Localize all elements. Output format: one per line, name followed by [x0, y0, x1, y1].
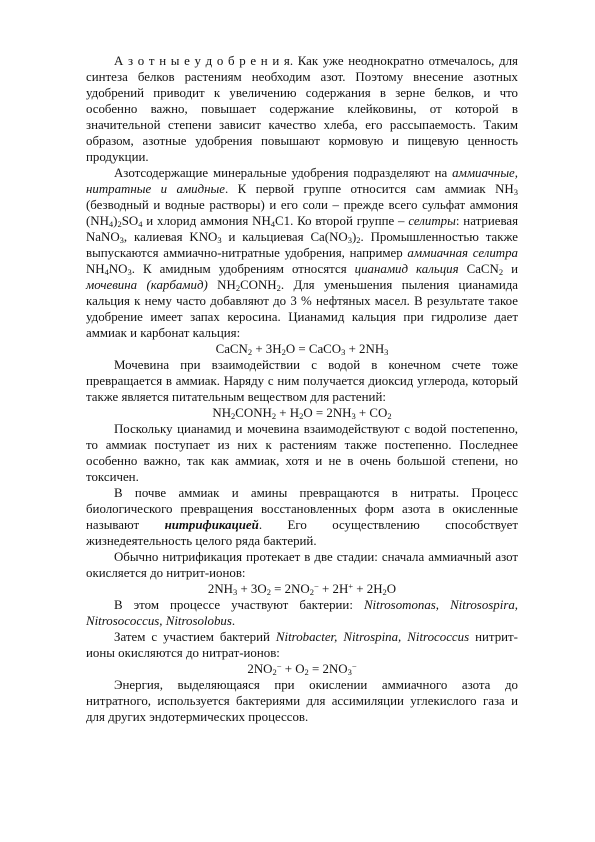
- subscript: 4: [138, 219, 143, 229]
- subscript: 3: [347, 235, 352, 245]
- subscript: 2: [276, 283, 281, 293]
- subscript: 3: [127, 267, 132, 277]
- text-run: NH: [212, 406, 232, 420]
- text-run: NH: [207, 278, 236, 292]
- text-run: В почве аммиак и амины превращаются в нитраты. Процесс биологического превращения восстановленных форм азота в окисленные называют: [86, 486, 518, 532]
- text-run: NO: [108, 262, 128, 276]
- text-run: Энергия, выделяющаяся при окислении аммиачного азота до нитратного, используется бактериями для ассимиляции углекислого газа и для других эндотермических процессов.: [86, 678, 518, 724]
- text-run: . К амидным удобрениям относятся: [131, 262, 355, 276]
- paragraph: [86, 165, 518, 341]
- paragraph: [86, 677, 518, 725]
- text-run: , калиевая KNO: [123, 230, 218, 244]
- subscript: 2: [304, 667, 309, 677]
- text-run: SO: [121, 214, 139, 228]
- text-run: . Как уже неоднократно отмечалось, для синтеза белков растениям необходим азот. Поэтому внесение азотных удобрений приводит к увеличению содержания в зерне белков, и что особенно важно, повышает содержание клейковины, от которой в значительной степени зависит качество хлеба, его рассыпаемость. Таким образом, азотные удобрения повышают кормовую и пищевую ценность продукции.: [86, 54, 518, 164]
- text-run: . Для уменьшения пыления цианамида кальция к нему часто добавляют до 3 % нефтяных масел. В результате такое удобрение имеет запах керосина. Цианамид кальция при гидролизе дает аммиак и карбонат кальция:: [86, 278, 518, 340]
- subscript: 4: [104, 267, 109, 277]
- text-run: = 2NO: [308, 662, 348, 676]
- paragraph: [86, 357, 518, 405]
- equation: [86, 405, 518, 421]
- subscript: 2: [117, 219, 122, 229]
- subscript: 2: [271, 411, 277, 421]
- superscript: −: [313, 581, 319, 591]
- subscript: 3: [347, 667, 352, 677]
- paragraph: [86, 485, 518, 549]
- text-run: цианамид кальция: [354, 262, 459, 276]
- text-run: + 2H: [318, 582, 349, 596]
- text-run: NH: [86, 262, 105, 276]
- text-run: O = CaCO: [285, 342, 342, 356]
- equation: [86, 341, 518, 357]
- text-run: А з о т н ы е у д о б р е н и я: [114, 54, 290, 68]
- text-run: Nitrobacter, Nitrospina, Nitrococcus: [275, 630, 470, 644]
- text-run: Поскольку цианамид и мочевина взаимодействуют с водой постепенно, то аммиак поступает из них к растениям также постепенно. Последнее особенно важно, так как аммиак, хотя и не в очень большой степени, но токсичен.: [86, 422, 518, 484]
- subscript: 4: [270, 219, 276, 229]
- text-run: O = 2NH: [303, 406, 352, 420]
- paragraph: [86, 629, 518, 661]
- paragraph: [86, 53, 518, 165]
- text-run: : натриевая NaNO: [86, 214, 519, 244]
- text-run: Обычно нитрификация протекает в две стадии: сначала аммиачный азот окисляется до нитрит-ионов:: [86, 550, 518, 580]
- paragraph: [86, 421, 518, 485]
- text-run: и хлорид аммония NH: [142, 214, 271, 228]
- text-run: . Его осуществлению способствует жизнедеятельность целого ряда бактерий.: [86, 518, 518, 548]
- text-run: .: [231, 614, 236, 628]
- text-run: нитрит-ионы окисляются до нитрат-ионов:: [86, 630, 518, 660]
- subscript: 2: [281, 347, 286, 357]
- subscript: 2: [356, 235, 361, 245]
- text-run: . Промышленностью также выпускаются аммиачно-нитратные удобрения, например: [86, 230, 519, 260]
- text-run: Азотсодержащие минеральные удобрения подразделяют на: [114, 166, 453, 180]
- text-run: (безводный и водные растворы) и его соли – прежде всего сульфат аммония (NH: [86, 198, 518, 228]
- text-run: ): [351, 230, 357, 244]
- text-run: CONH: [240, 278, 277, 292]
- equation: [86, 581, 518, 597]
- subscript: 3: [384, 347, 389, 357]
- text-run: мочевина (карбамид): [86, 278, 208, 292]
- text-run: . К первой группе относится сам аммиак NH: [225, 182, 514, 196]
- subscript: 2: [498, 267, 504, 277]
- superscript: −: [276, 661, 282, 671]
- subscript: 2: [272, 667, 277, 677]
- subscript: 2: [309, 587, 314, 597]
- subscript: 3: [217, 235, 222, 245]
- text-run: аммиачные, нитратные и амидные: [86, 166, 518, 196]
- subscript: 2: [247, 347, 253, 357]
- text-run: и: [503, 262, 518, 276]
- subscript: 4: [108, 219, 114, 229]
- text-run: + CO: [355, 406, 388, 420]
- subscript: 2: [235, 283, 241, 293]
- text-run: 2NO: [247, 662, 273, 676]
- subscript: 2: [299, 411, 304, 421]
- subscript: 2: [231, 411, 236, 421]
- text-run: Затем с участием бактерий: [114, 630, 276, 644]
- text-run: CONH: [235, 406, 272, 420]
- subscript: 3: [232, 587, 238, 597]
- subscript: 3: [513, 187, 518, 197]
- text-run: CaCN: [215, 342, 248, 356]
- superscript: −: [351, 661, 357, 671]
- text-run: Мочевина при взаимодействии с водой в конечном счете тоже превращается в аммиак. Наряду с ним получается диоксид углерода, который также является питательным веществом для растений:: [86, 358, 518, 404]
- subscript: 3: [351, 411, 356, 421]
- subscript: 3: [341, 347, 346, 357]
- paragraph: [86, 549, 518, 581]
- subscript: 2: [266, 587, 271, 597]
- text-run: + 3O: [237, 582, 267, 596]
- text-run: Nitrosomonas, Nitrosospira, Nitrosococcus, Nitrosolobus: [86, 598, 518, 628]
- text-run: + 2NH: [345, 342, 385, 356]
- text-run: + 3H: [252, 342, 282, 356]
- text-run: + 2H: [353, 582, 383, 596]
- document-page: [86, 53, 518, 725]
- text-run: + H: [276, 406, 300, 420]
- subscript: 2: [387, 411, 392, 421]
- equation: [86, 661, 518, 677]
- paragraph: [86, 597, 518, 629]
- text-run: селитры: [408, 214, 456, 228]
- text-run: = 2NO: [270, 582, 310, 596]
- text-run: аммиачная селитра: [407, 246, 518, 260]
- text-run: нитрификацией: [164, 518, 259, 532]
- superscript: +: [348, 581, 354, 591]
- text-run: + O: [281, 662, 305, 676]
- text-run: C1. Ко второй группе –: [275, 214, 409, 228]
- subscript: 3: [119, 235, 124, 245]
- text-run: 2NH: [207, 582, 233, 596]
- text-run: и кальциевая Ca(NO: [221, 230, 348, 244]
- text-run: O: [386, 582, 397, 596]
- text-run: CaCN: [458, 262, 499, 276]
- text-run: ): [113, 214, 118, 228]
- text-run: В этом процессе участвуют бактерии:: [114, 598, 364, 612]
- subscript: 2: [382, 587, 387, 597]
